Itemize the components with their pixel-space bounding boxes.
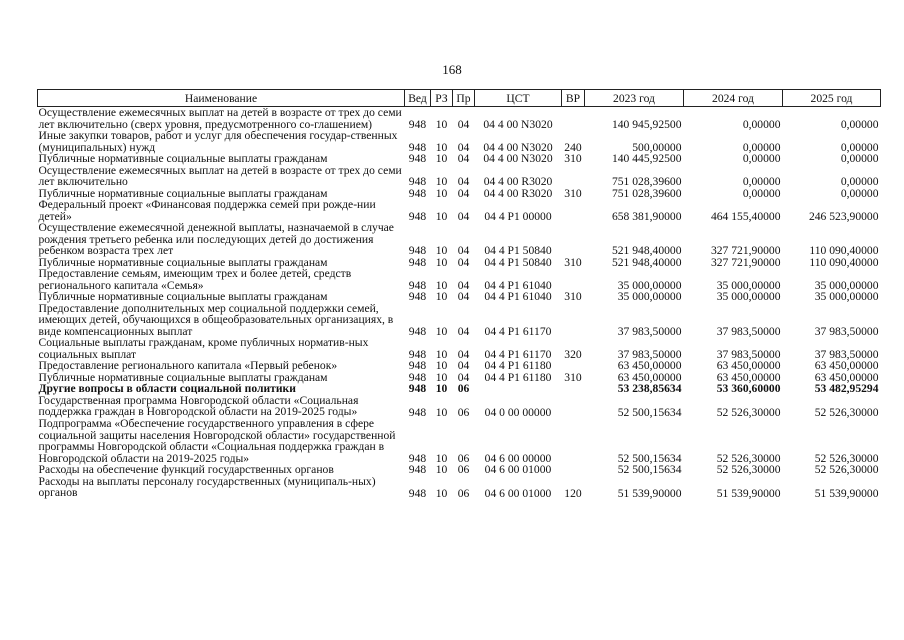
row-ved: 948 [408,278,427,292]
row-cst: 04 4 00 N3020 [483,152,553,165]
row-pr: 06 [457,463,470,476]
header-cst: ЦСТ [475,90,562,107]
row-vr: 320 [564,347,582,361]
row-amount-2023: 63 450,00000 [617,370,682,384]
row-rz: 10 [435,486,448,500]
budget-table [37,89,881,499]
table-row [38,165,881,188]
row-pr: 04 [457,255,470,269]
row-pr: 04 [457,117,470,131]
table-row [38,418,881,464]
row-amount-2024: 327 721,90000 [710,255,781,269]
row-cst: 04 4 00 R3020 [483,186,553,200]
row-amount-2024: 63 450,00000 [716,370,781,384]
row-amount-2025: 52 526,30000 [814,451,879,465]
row-amount-2023: 751 028,39600 [611,186,682,200]
row-name: Расходы на обеспечение функций государственных органов [38,463,334,476]
row-amount-2023: 140 445,92500 [611,152,682,165]
row-vr: 310 [564,186,582,200]
row-amount-2024: 327 721,90000 [710,244,781,257]
row-name: Предоставление регионального капитала «Первый ребенок» [38,359,338,372]
row-rz: 10 [435,347,448,361]
row-amount-2024: 37 983,50000 [716,324,781,338]
table-row [38,383,881,395]
header-name: Наименование [38,90,405,107]
row-amount-2023: 35 000,00000 [617,290,682,303]
row-ved: 948 [408,117,427,131]
row-amount-2024: 37 983,50000 [716,347,781,361]
row-cst: 04 4 00 R3020 [483,175,553,188]
row-ved: 948 [408,463,427,476]
row-cst: 04 4 P1 50840 [484,255,552,269]
row-name: Публичные нормативные социальные выплаты гражданам [38,255,328,269]
row-name: Государственная программа Новгородской области «Социальная поддержка граждан в Новгородской области на 2019-2025 годы» [38,393,359,418]
row-ved: 948 [408,486,427,500]
row-rz: 10 [435,152,448,165]
row-pr: 06 [457,405,470,419]
row-name: Осуществление ежемесячных выплат на детей в возрасте от трех до семи лет включительно (сверх уровня, предусмотренного со-глашением) [38,106,402,131]
header-2023: 2023 год [585,90,684,107]
row-vr: 310 [564,255,582,269]
row-amount-2024: 35 000,00000 [716,290,781,303]
row-pr: 06 [457,382,470,395]
row-amount-2023: 521 948,40000 [611,255,682,269]
row-amount-2025: 0,00000 [840,152,879,165]
row-rz: 10 [435,255,448,269]
row-name: Публичные нормативные социальные выплаты гражданам [38,370,328,384]
row-amount-2024: 0,00000 [742,117,781,131]
row-amount-2023: 140 945,92500 [611,117,682,131]
row-pr: 04 [457,347,470,361]
row-amount-2023: 52 500,15634 [617,463,682,476]
header-ved: Вед [405,90,431,107]
row-name: Публичные нормативные социальные выплаты гражданам [38,186,328,200]
row-amount-2025: 63 450,00000 [814,359,879,372]
row-vr [562,395,585,419]
row-rz: 10 [435,244,448,257]
row-ved: 948 [408,359,427,372]
row-name: Публичные нормативные социальные выплаты гражданам [38,152,328,165]
table-row [38,107,881,131]
row-amount-2024: 0,00000 [742,186,781,200]
row-rz: 10 [435,140,448,154]
row-vr [562,464,585,476]
header-2025: 2025 год [783,90,881,107]
row-name: Предоставление семьям, имеющим трех и более детей, средств регионального капитала «Семья» [38,267,352,292]
row-cst: 04 4 P1 61040 [484,290,552,303]
row-pr: 04 [457,359,470,372]
row-vr [562,199,585,222]
row-amount-2023: 53 238,85634 [617,382,682,395]
row-vr [562,383,585,395]
table-row [38,291,881,303]
row-ved: 948 [408,290,427,303]
row-rz: 10 [435,175,448,188]
header-vr: ВР [562,90,585,107]
row-ved: 948 [408,152,427,165]
row-rz: 10 [435,186,448,200]
page-number: 168 [442,62,462,77]
row-name: Другие вопросы в области социальной политики [38,382,296,395]
row-amount-2025: 0,00000 [840,175,879,188]
row-amount-2025: 51 539,90000 [814,486,879,500]
row-ved: 948 [408,451,427,465]
row-amount-2024: 53 360,60000 [716,382,781,395]
row-amount-2025: 110 090,40000 [809,255,879,269]
row-amount-2024: 52 526,30000 [716,463,781,476]
row-name: Расходы на выплаты персоналу государственных (муниципаль-ных) органов [38,474,376,499]
row-rz: 10 [435,209,448,223]
row-amount-2024: 52 526,30000 [716,405,781,419]
row-cst: 04 4 P1 61180 [484,370,552,384]
row-name: Иные закупки товаров, работ и услуг для обеспечения государ-ственных (муниципальных) нужд [38,129,398,154]
row-ved: 948 [408,370,427,384]
row-cst: 04 4 P1 00000 [484,209,552,223]
row-cst: 04 4 00 N3020 [483,117,553,131]
row-rz: 10 [435,405,448,419]
row-rz: 10 [435,324,448,338]
row-ved: 948 [408,175,427,188]
row-vr: 310 [564,152,582,165]
table-row [38,268,881,291]
row-cst: 04 4 P1 61170 [484,324,552,338]
row-vr [562,107,585,131]
row-name: Публичные нормативные социальные выплаты гражданам [38,290,328,303]
row-amount-2024: 63 450,00000 [716,359,781,372]
row-cst [475,383,562,395]
row-vr [562,360,585,372]
row-amount-2024: 51 539,90000 [716,486,781,500]
row-cst: 04 4 P1 61170 [484,347,552,361]
row-amount-2025: 110 090,40000 [809,244,879,257]
row-amount-2023: 751 028,39600 [611,175,682,188]
header-rz: РЗ [431,90,453,107]
row-pr: 04 [457,370,470,384]
row-rz: 10 [435,290,448,303]
row-name: Федеральный проект «Финансовая поддержка семей при рожде-нии детей» [38,198,376,223]
table-row [38,360,881,372]
row-amount-2023: 37 983,50000 [617,324,682,338]
row-name: Социальные выплаты гражданам, кроме публичных норматив-ных социальных выплат [38,336,369,361]
row-amount-2025: 52 526,30000 [814,405,879,419]
row-amount-2024: 0,00000 [742,152,781,165]
row-cst: 04 6 00 01000 [484,486,552,500]
row-pr: 04 [457,324,470,338]
row-amount-2023: 658 381,90000 [611,209,682,223]
row-amount-2023: 521 948,40000 [611,244,682,257]
row-name: Предоставление дополнительных мер социальной поддержки семей, имеющих детей, обучающихся в общеобразовательных организациях, в виде компенсационных выплат [38,301,394,338]
row-vr [562,222,585,257]
row-name: Осуществление ежемесячных выплат на детей в возрасте от трех до семи лет включительно [38,163,402,188]
row-ved: 948 [408,382,427,395]
row-rz: 10 [435,451,448,465]
row-vr: 310 [564,370,582,384]
row-rz: 10 [435,382,448,395]
row-vr [562,268,585,291]
row-amount-2025: 246 523,90000 [808,209,879,223]
row-name: Осуществление ежемесячной денежной выплаты, назначаемой в случае рождения третьего ребенка или последующих детей до достижения ребенком возраста трех лет [38,221,394,257]
row-pr: 04 [457,140,470,154]
table-row [38,199,881,222]
row-amount-2023: 63 450,00000 [617,359,682,372]
header-pr: Пр [453,90,475,107]
table-body [38,107,881,500]
table-header-row [38,90,881,107]
row-amount-2025: 35 000,00000 [814,278,879,292]
row-pr: 06 [457,451,470,465]
row-ved: 948 [408,324,427,338]
row-amount-2023: 35 000,00000 [617,278,682,292]
row-amount-2025: 37 983,50000 [814,347,879,361]
row-amount-2024: 464 155,40000 [710,209,781,223]
row-amount-2025: 35 000,00000 [814,290,879,303]
row-cst: 04 4 00 N3020 [483,140,553,154]
row-cst: 04 6 00 00000 [484,451,552,465]
row-vr [562,303,585,338]
row-amount-2025: 0,00000 [840,140,879,154]
row-amount-2025: 53 482,95294 [814,382,879,395]
row-ved: 948 [408,140,427,154]
row-amount-2025: 52 526,30000 [814,463,879,476]
row-amount-2025: 37 983,50000 [814,324,879,338]
row-pr: 04 [457,244,470,257]
row-pr: 04 [457,152,470,165]
row-amount-2023: 500,00000 [632,140,682,154]
row-pr: 04 [457,278,470,292]
table-row [38,476,881,500]
table-row [38,464,881,476]
row-amount-2024: 0,00000 [742,175,781,188]
table-row [38,222,881,257]
row-amount-2024: 52 526,30000 [716,451,781,465]
row-rz: 10 [435,370,448,384]
row-amount-2023: 51 539,90000 [617,486,682,500]
row-vr [562,418,585,464]
row-ved: 948 [408,244,427,257]
row-ved: 948 [408,255,427,269]
row-vr: 120 [564,486,582,500]
row-amount-2023: 52 500,15634 [617,451,682,465]
row-pr: 04 [457,290,470,303]
table-row [38,303,881,338]
row-ved: 948 [408,405,427,419]
row-cst: 04 0 00 00000 [484,405,552,419]
row-amount-2024: 35 000,00000 [716,278,781,292]
row-amount-2024: 0,00000 [742,140,781,154]
row-amount-2025: 63 450,00000 [814,370,879,384]
row-rz: 10 [435,117,448,131]
row-rz: 10 [435,359,448,372]
row-rz: 10 [435,278,448,292]
row-amount-2023: 37 983,50000 [617,347,682,361]
row-ved: 948 [408,209,427,223]
row-amount-2023: 52 500,15634 [617,405,682,419]
row-vr: 240 [564,140,582,154]
row-rz: 10 [435,463,448,476]
row-vr: 310 [564,290,582,303]
table-row [38,153,881,165]
row-cst: 04 4 P1 61180 [484,359,552,372]
row-amount-2025: 0,00000 [840,117,879,131]
row-ved: 948 [408,347,427,361]
row-pr: 04 [457,209,470,223]
row-pr: 04 [457,175,470,188]
row-cst: 04 4 P1 61040 [484,278,552,292]
row-cst: 04 4 P1 50840 [484,244,552,257]
row-vr [562,165,585,188]
row-name: Подпрограмма «Обеспечение государственного управления в сфере социальной защиты населения Новгородской области» государственной программы Новгородской области «Социальная поддержка граждан в Новгородской области на 2019-2025 годы» [38,417,396,465]
row-pr: 06 [457,486,470,500]
row-amount-2025: 0,00000 [840,186,879,200]
row-cst: 04 6 00 01000 [484,463,552,476]
row-pr: 04 [457,186,470,200]
table-row [38,395,881,419]
table-row [38,130,881,153]
row-ved: 948 [408,186,427,200]
table-row [38,337,881,360]
header-2024: 2024 год [684,90,783,107]
